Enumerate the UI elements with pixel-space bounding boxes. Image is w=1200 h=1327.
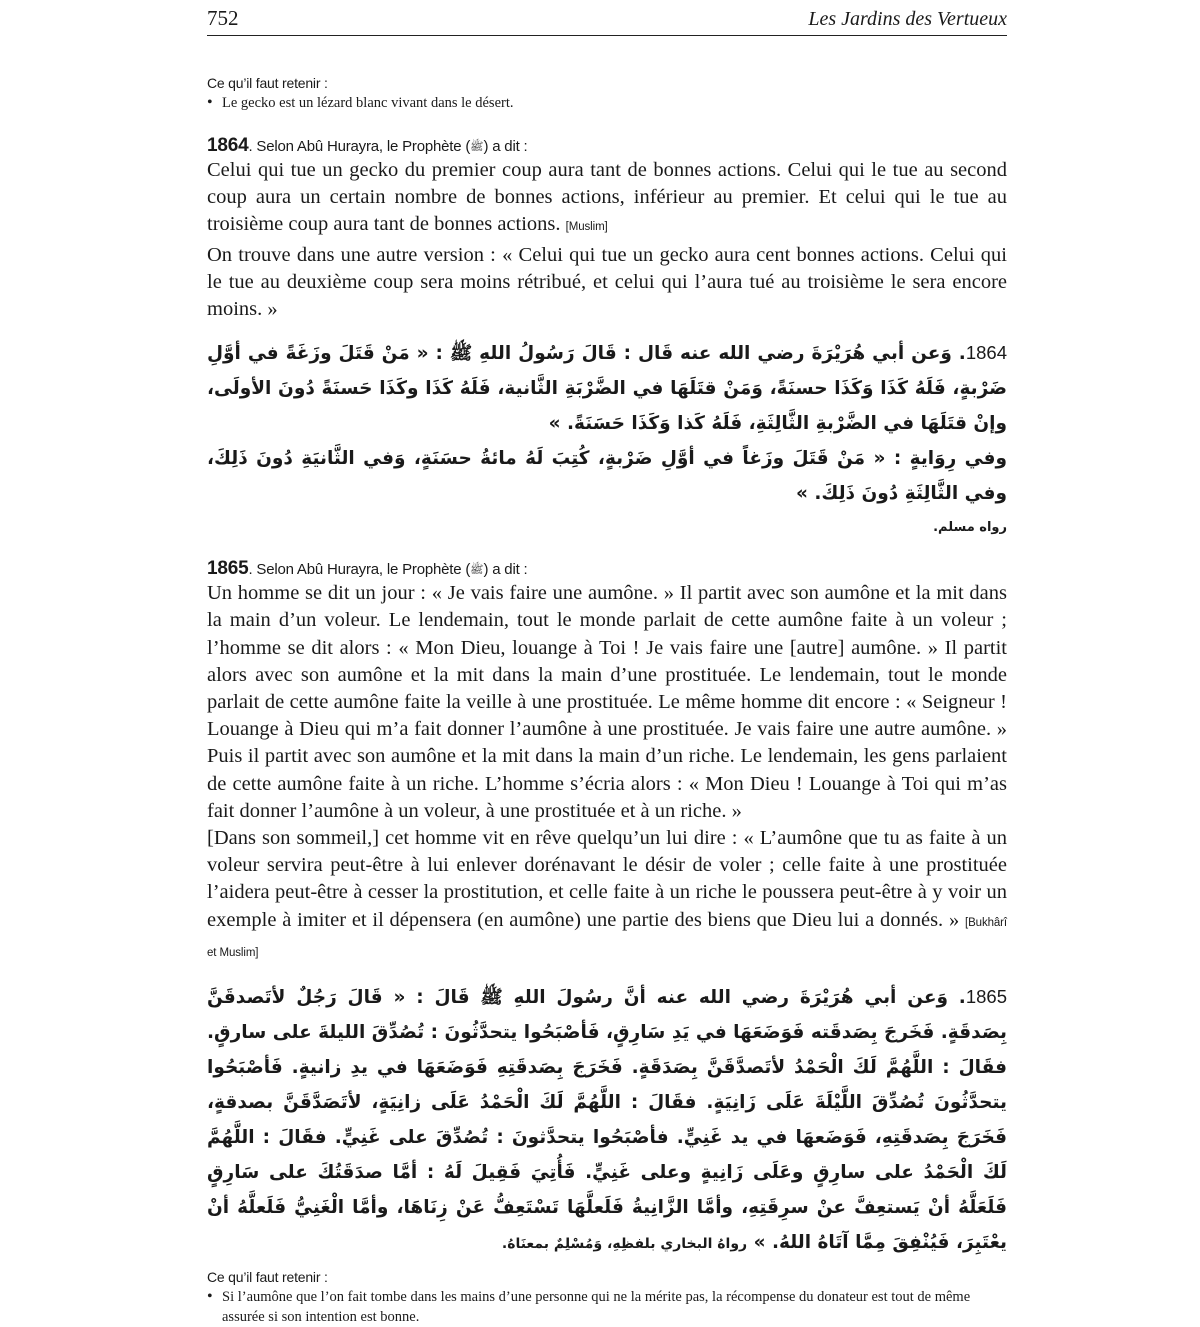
arabic-body: . وَعن أبي هُرَيْرَةَ رضي الله عنه قَال : قَالَ رَسُولُ اللهِ ﷺ : « مَنْ قَتَلَ وزَغَةً في أوَّلِ ضَرْبةٍ، فَلَهُ كَذَا وَكَذَا حسنَةً، وَمَنْ قتَلَهَا في الضَّرْبَةِ الثَّانية، فَلَهُ كَذَا وكَذَا حَسنَةً دُونَ الأولَى، وإنْ قتَلَهَا في الضَّرْبةِ الثَّالِثَةِ، فَلَهُ كَذا وَكَذَا حَسَنَةً. » xyxy=(207,343,1007,435)
salutation-icon: ﷺ xyxy=(470,564,484,577)
page-number: 752 xyxy=(207,6,239,30)
retenir-item: • Si l’aumône que l’on fait tombe dans les mains d’une personne qui ne la mérite pas, la récompense du donateur est tout de même assurée si son intention est bonne. xyxy=(207,1287,1007,1327)
hadith-source: [Bukhârî et Muslim] xyxy=(207,916,1008,959)
arabic-variant: وفي رِوَايةٍ : « مَنْ قَتَلَ وزَغاً في أوَّلِ ضَرْبةٍ، كُتِبَ لَهُ مائةُ حسَنَةٍ، وَفي الثَّانيَةِ دُونَ ذَلِكَ، وفي الثَّالِثَةِ دُونَ ذَلِكَ. » xyxy=(207,448,1007,505)
hadith-heading xyxy=(207,136,1007,157)
hadith-paragraph: [Dans son sommeil,] cet homme vit en rêve quelqu’un lui dire : « L’aumône que tu as faite à un voleur servira peut-être à lui enlever dorénavant le désir de voler ; celle faite à une prostituée l’aidera peut-être à cesser la prostitution, et celle faite à un riche le poussera peut-être à y voir un exemple à imiter et il dépensera (en aumône) une partie des biens que Dieu lui a donnés. » xyxy=(207,827,1007,931)
book-title: Les Jardins des Vertueux xyxy=(808,8,1007,30)
hadith-intro: . Selon Abû Hurayra, le Prophète ( xyxy=(248,138,471,155)
hadith-1865 xyxy=(207,559,1007,1262)
hadith-translation xyxy=(207,580,1007,825)
arabic-attribution: رواه مسلم. xyxy=(933,520,1007,536)
retenir-section-top xyxy=(207,74,1007,113)
retenir-label: Ce qu’il faut retenir : xyxy=(207,75,328,91)
hadith-1864 xyxy=(207,136,1007,539)
hadith-translation-dream xyxy=(207,825,1007,967)
hadith-translation-variant xyxy=(207,242,1007,324)
retenir-list xyxy=(207,93,1007,113)
hadith-paragraph: Un homme se dit un jour : « Je vais faire une aumône. » Il partit avec son aumône et la mit dans la main d’un voleur. Le lendemain, tout le monde parlait de cette aumône faite à un voleur ; l’homme se dit alors : « Mon Dieu, louange à Toi ! Je vais faire une [autre] aumône. » Il partit alors avec son aumône et la mit dans la main d’une prostituée. Le lendemain, tout le monde parlait de cette aumône faite la veille à une prostituée. Le même homme dit encore : « Seigneur ! Louange à Dieu qui m’a fait donner l’aumône à une prostituée. Je vais faire une autre aumône. » Puis il partit avec son aumône et la mit dans la main d’un riche. Le lendemain, les gens parlaient de cette aumône faite à un riche. L’homme s’écria alors : « Mon Dieu ! Louange à Toi qui m’as fait donner l’aumône à un voleur, à une prostituée et à un riche. » xyxy=(207,582,1007,822)
hadith-number: 1865 xyxy=(207,558,249,580)
hadith-heading xyxy=(207,559,1007,580)
retenir-item: • Le gecko est un lézard blanc vivant dans le désert. xyxy=(207,93,1007,113)
retenir-label: Ce qu’il faut retenir : xyxy=(207,1269,328,1286)
arabic-text-1865 xyxy=(207,979,1007,1262)
hadith-paragraph: On trouve dans une autre version : « Celui qui tue un gecko aura cent bonnes actions. Celui qui le tue au deuxième coup sera moins rétribué, et celui qui l’aura tué au troisième le sera encore moins. » xyxy=(207,243,1007,321)
hadith-intro-end: ) a dit : xyxy=(483,561,528,579)
hadith-translation xyxy=(207,157,1007,242)
salutation-icon: ﷺ xyxy=(470,141,484,153)
arabic-number: 1864 xyxy=(965,342,1007,364)
hadith-intro-end: ) a dit : xyxy=(483,138,528,155)
hadith-source: [Muslim] xyxy=(565,221,608,234)
arabic-text-1864 xyxy=(207,335,1007,539)
arabic-body: . وَعن أبي هُرَيْرَةَ رضي الله عنه أنَّ رسُولَ اللهِ ﷺ قَالَ : « قَالَ رَجُلٌ لأتَصدقَنَّ بِصَدقَةٍ. فَخَرجَ بِصَدقَته فَوَضَعَهَا في يَدِ سَارِقٍ، فَأصْبَحُوا يتحدَّثُونَ : تُصُدِّقَ الليلةَ على سارقٍ. فقَالَ : اللَّهُمَّ لَكَ الْحَمْدُ لأتَصدَّقَنَّ بِصَدَقَةٍ. فَخَرَجَ بِصَدقَتِهِ فَوَضَعَهَا في يدِ زانيةٍ. فَأصْبَحُوا يتحدَّثُونَ تُصُدِّقَ اللَّيْلَةَ عَلَى زَانِيَةٍ. فقَالَ : اللَّهُمَّ لَكَ الْحَمْدُ عَلَى زانِيَةٍ، لأتَصَدَّقَنَّ بصدقةٍ، فَخَرَجَ بِصَدقَتِهِ، فَوَضَعهَا في يد غَنِيٍّ. فأصْبَحُوا يتحدَّثونَ : تُصُدِّقَ على غَنِيٍّ. فقَالَ : اللَّهُمَّ لَكَ الْحَمْدُ على سارِقٍ وعَلَى زَانِيةٍ وعلى غَنِيٍّ. فَأُتِيَ فَقِيلَ لَهُ : أمَّا صدَقَتُكَ على سَارِقٍ فَلَعَلَّهُ أنْ يَستعِفَّ عنْ سرِقَتِهِ، وأمَّا الزَّانِيةُ فَلَعلَّهَا تَسْتَعِفُّ عَنْ زِنَاهَا، وأمَّا الْغَنِيُّ فَلَعلَّهُ أنْ يعْتَبِرَ، فَيُنْفِقَ مِمَّا آتَاهُ اللهُ. » xyxy=(207,987,1007,1254)
retenir-list xyxy=(207,1287,1007,1327)
arabic-paragraph xyxy=(207,335,1007,441)
arabic-paragraph xyxy=(207,979,1007,1262)
hadith-paragraph: Celui qui tue un gecko du premier coup aura tant de bonnes actions. Celui qui le tue au second coup aura un certain nombre de bonnes actions, inférieur au premier. Et celui qui le tue au troisième coup aura tant de bonnes actions. xyxy=(207,159,1007,236)
arabic-number: 1865 xyxy=(965,986,1007,1008)
retenir-section-bottom xyxy=(207,1268,1007,1327)
book-page xyxy=(207,0,1007,1327)
arabic-attribution: رواهُ البخاري بلفظِهِ، وَمُسْلِمٌ بمعنَاهُ. xyxy=(501,1236,748,1253)
hadith-number: 1864 xyxy=(207,135,249,156)
running-head xyxy=(207,0,1007,36)
hadith-intro: . Selon Abû Hurayra, le Prophète ( xyxy=(248,561,471,579)
